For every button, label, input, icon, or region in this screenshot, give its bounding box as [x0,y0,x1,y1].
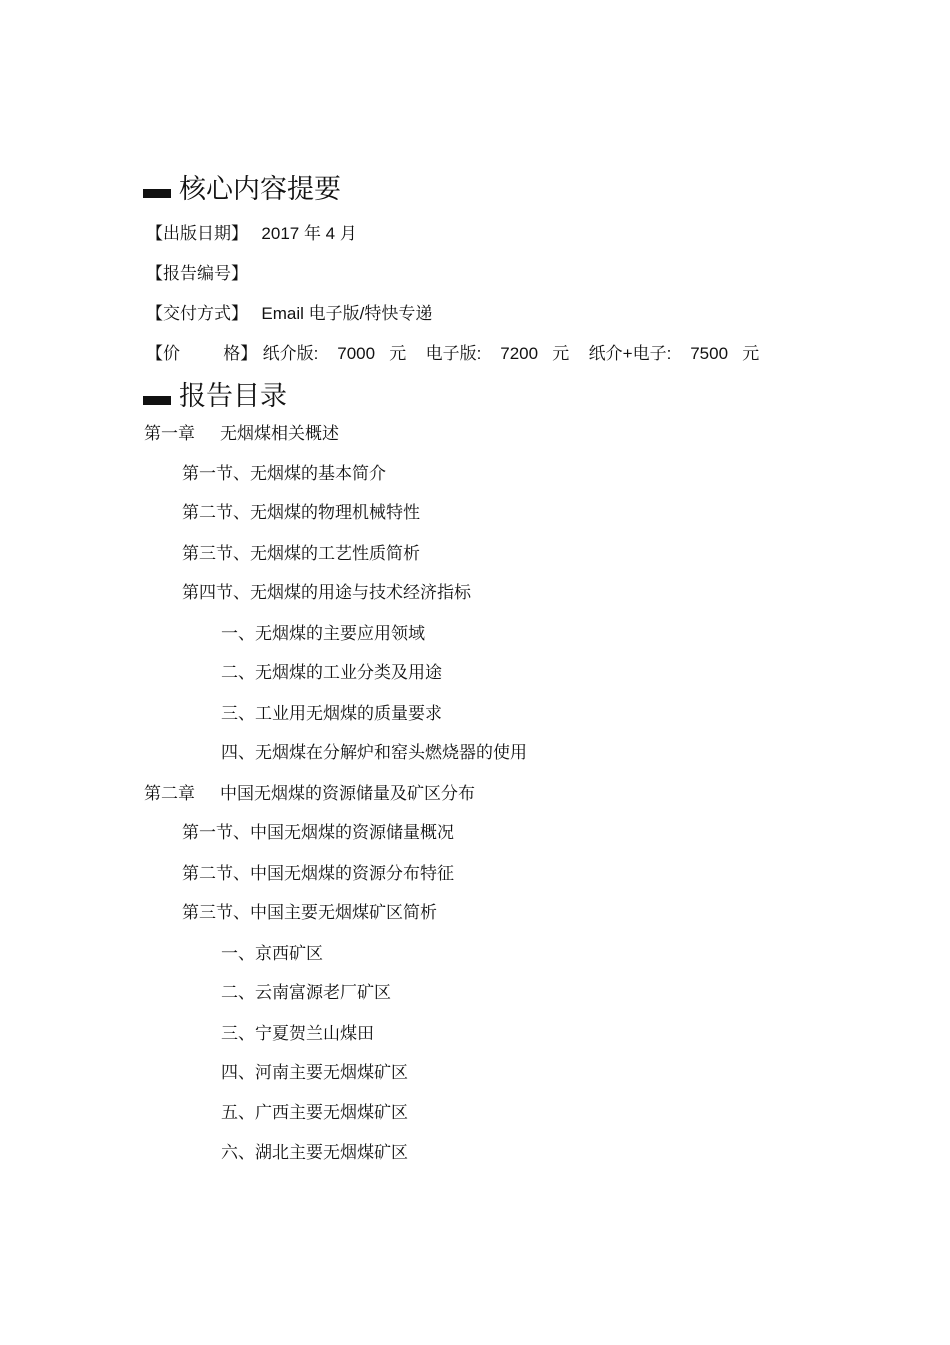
toc-section: 第二节、无烟煤的物理机械特性 [182,503,420,523]
price-combined: 纸介+电子: 7500 元 [588,344,760,363]
section-heading-summary [143,168,341,204]
section-title: 报告目录 [179,380,287,412]
toc-chapter-1 [144,422,339,446]
price-label: 【价 格】 [146,344,258,364]
section-title: 核心内容提要 [179,173,341,205]
toc-section: 第一节、无烟煤的基本简介 [182,464,386,484]
publish-date-value: 2017 年 4 月 [261,224,357,243]
toc-section: 第三节、中国主要无烟煤矿区简析 [182,903,437,923]
toc-item: 一、京西矿区 [221,944,323,964]
price-row [146,342,759,366]
report-number-row [146,262,248,286]
section-heading-toc [143,375,287,411]
toc-item: 二、无烟煤的工业分类及用途 [221,663,442,683]
chapter-title: 无烟煤相关概述 [220,424,339,444]
chapter-number: 第二章 [144,784,195,804]
chapter-number: 第一章 [144,424,195,444]
toc-section: 第三节、无烟煤的工艺性质简析 [182,544,420,564]
toc-item: 四、河南主要无烟煤矿区 [221,1063,408,1083]
delivery-row [146,302,432,326]
toc-item: 一、无烟煤的主要应用领域 [221,624,425,644]
price-paper: 纸介版: 7000 元 [262,344,407,363]
report-number-label: 【报告编号】 [146,264,248,284]
toc-item: 五、广西主要无烟煤矿区 [221,1103,408,1123]
publish-date-label: 【出版日期】 [146,224,248,244]
toc-section: 第四节、无烟煤的用途与技术经济指标 [182,583,471,603]
toc-section: 第二节、中国无烟煤的资源分布特征 [182,864,454,884]
toc-item: 三、宁夏贺兰山煤田 [221,1024,374,1044]
delivery-value: Email 电子版/特快专递 [261,304,433,323]
toc-section: 第一节、中国无烟煤的资源储量概况 [182,823,454,843]
toc-item: 三、工业用无烟煤的质量要求 [221,704,442,724]
delivery-label: 【交付方式】 [146,304,248,324]
heading-bar-icon [143,396,171,405]
toc-chapter-2 [144,782,475,806]
toc-item: 二、云南富源老厂矿区 [221,983,391,1003]
toc-item: 六、湖北主要无烟煤矿区 [221,1143,408,1163]
publish-date-row [146,222,357,246]
price-electronic: 电子版: 7200 元 [425,344,570,363]
chapter-title: 中国无烟煤的资源储量及矿区分布 [220,784,475,804]
toc-item: 四、无烟煤在分解炉和窑头燃烧器的使用 [221,743,527,763]
heading-bar-icon [143,189,171,198]
